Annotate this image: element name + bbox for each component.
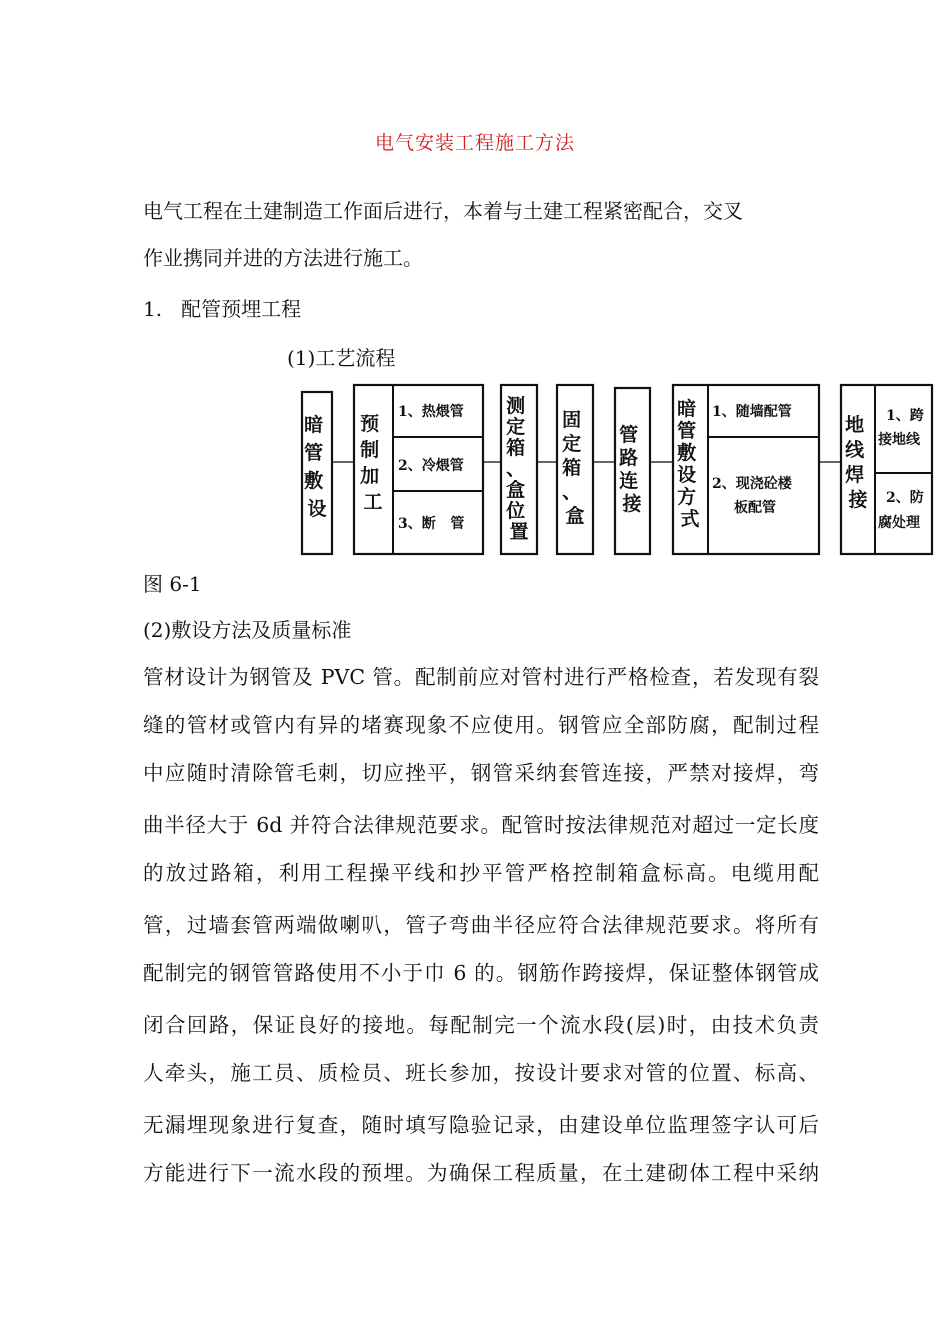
box-laying-methods-label: 暗 管 敷 设 方 式 — [677, 398, 700, 530]
body-line: 人牵头，施工员、质检员、班长参加，按设计要求对管的位置、标高、 — [143, 1061, 819, 1085]
method-item-slab-2: 板配管 — [734, 500, 776, 516]
welding-item-1a: 1、跨 — [886, 408, 924, 424]
welding-item-2b: 腐处理 — [878, 515, 920, 531]
method-item-slab-1: 2、现浇砼楼 — [712, 476, 792, 492]
box-locate-boxes-label: 测 定 箱 、 盒 位 置 — [506, 395, 529, 543]
box-prefabrication-label: 预 制 加 工 — [360, 413, 383, 513]
subsection-heading-process: (1)工艺流程 — [287, 346, 396, 370]
box-pipe-connection-label: 管 路 连 接 — [619, 424, 642, 515]
body-line: 无漏埋现象进行复查，随时填写隐验记录，由建设单位监理签字认可后 — [143, 1113, 819, 1137]
body-line: 曲半径大于 6d 并符合法律规范要求。配管时按法律规范对超过一定长度 — [143, 813, 819, 837]
welding-item-2a: 2、防 — [886, 490, 924, 506]
prefab-item-cutting: 3、断 管 — [398, 516, 465, 532]
box-conduit-laying-label: 暗 管 敷 设 — [304, 414, 327, 520]
box-fix-boxes-label: 固 定 箱 、 盒 — [562, 409, 585, 527]
body-line: 中应随时清除管毛刺，切应挫平，钢管采纳套管连接，严禁对接焊，弯 — [143, 761, 819, 785]
body-line: 管材设计为钢管及 PVC 管。配制前应对管村进行严格检查，若发现有裂 — [143, 665, 819, 689]
process-flow-diagram — [296, 380, 936, 560]
prefab-item-hot-bend: 1、热煨管 — [398, 404, 464, 420]
box-ground-welding-label: 地 线 焊 接 — [845, 414, 868, 511]
subsection-heading-method: (2)敷设方法及质量标准 — [143, 618, 352, 642]
body-line: 方能进行下一流水段的预埋。为确保工程质量，在土建砌体工程中采纳 — [143, 1161, 819, 1185]
intro-line-2: 作业携同并进的方法进行施工。 — [143, 246, 423, 270]
page-title: 电气安装工程施工方法 — [374, 132, 575, 154]
method-item-wall: 1、随墙配管 — [712, 404, 792, 420]
section-heading: 1. 配管预埋工程 — [143, 297, 302, 321]
body-line: 闭合回路，保证良好的接地。每配制完一个流水段(层)时，由技术负责 — [143, 1013, 819, 1037]
figure-caption: 图 6-1 — [143, 572, 202, 596]
body-line: 管，过墙套管两端做喇叭，管子弯曲半径应符合法律规范要求。将所有 — [143, 913, 819, 937]
intro-line-1: 电气工程在土建制造工作面后进行，本着与土建工程紧密配合，交叉 — [143, 199, 743, 223]
prefab-item-cold-bend: 2、冷煨管 — [398, 458, 464, 474]
body-line: 配制完的钢管管路使用不小于巾 6 的。钢筋作跨接焊，保证整体钢管成 — [143, 961, 819, 985]
body-line: 缝的管材或管内有异的堵赛现象不应使用。钢管应全部防腐，配制过程 — [143, 713, 819, 737]
welding-item-1b: 接地线 — [878, 432, 920, 448]
body-line: 的放过路箱，利用工程操平线和抄平管严格控制箱盒标高。电缆用配 — [143, 861, 819, 885]
